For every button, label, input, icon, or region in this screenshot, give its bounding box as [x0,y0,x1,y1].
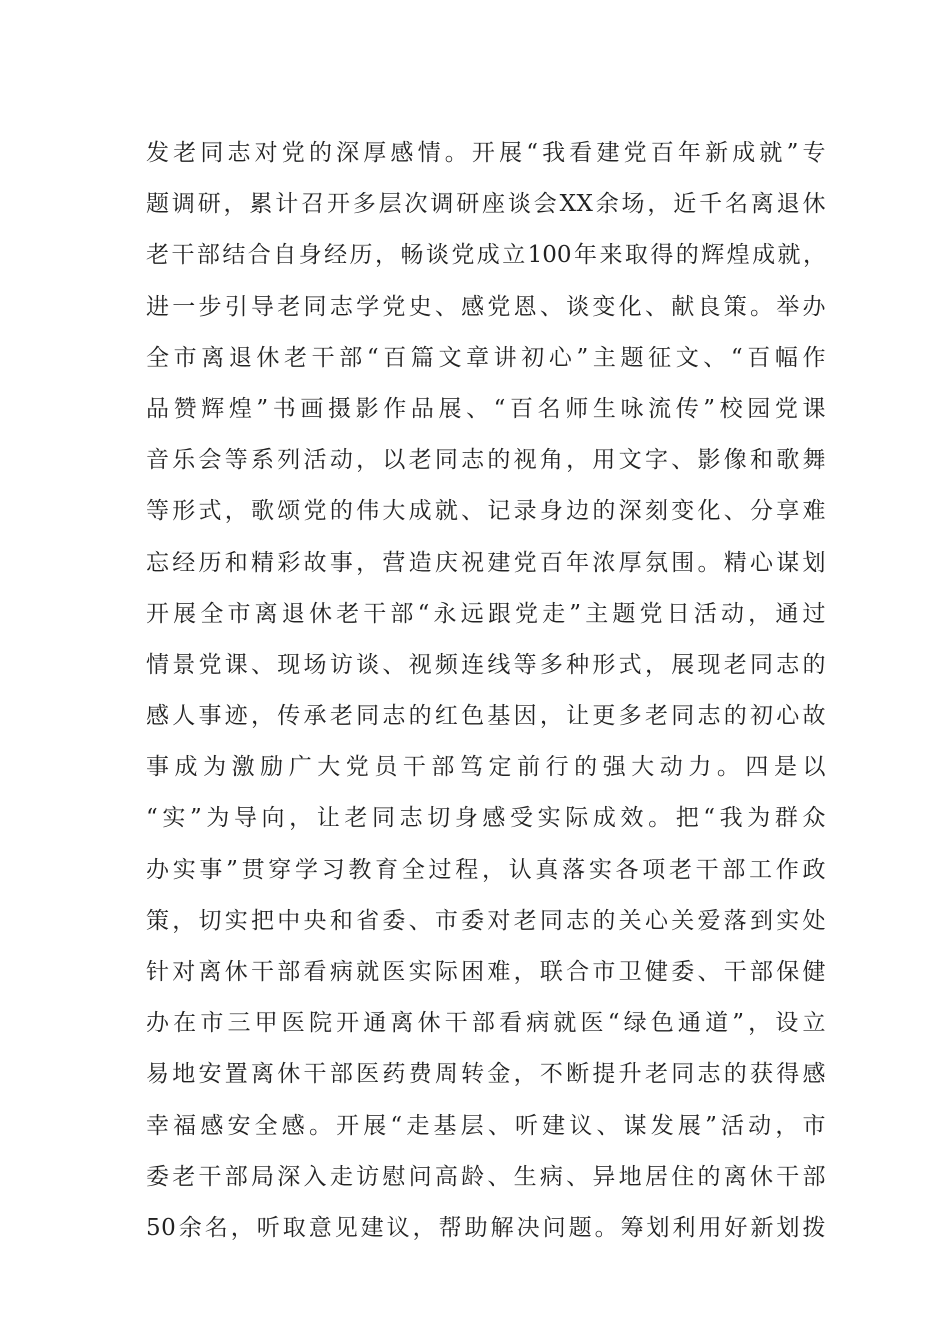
text-line: 等形式，歌颂党的伟大成就、记录身边的深刻变化、分享难 [146,498,826,525]
text-line: 发老同志对党的深厚感情。开展“我看建党百年新成就”专 [146,140,826,166]
text-line: 办实事”贯穿学习教育全过程，认真落实各项老干部工作政 [146,856,826,883]
text-line: 委老干部局深入走访慰问高龄、生病、异地居住的离休干部 [146,1163,826,1190]
text-line: 针对离休干部看病就医实际困难，联合市卫健委、干部保健 [146,959,826,985]
text-line: 感人事迹，传承老同志的红色基因，让更多老同志的初心故 [146,703,826,730]
text-line: 事成为激励广大党员干部笃定前行的强大动力。四是以 [146,754,826,781]
text-line: “实”为导向，让老同志切身感受实际成效。把“我为群众 [146,805,826,832]
text-line: 忘经历和精彩故事，营造庆祝建党百年浓厚氛围。精心谋划 [146,549,826,576]
text-line: 全市离退休老干部“百篇文章讲初心”主题征文、“百幅作 [146,344,826,371]
text-line: 幸福感安全感。开展“走基层、听建议、谋发展”活动，市 [146,1112,826,1139]
text-line: 50余名，听取意见建议，帮助解决问题。筹划利用好新划拨 [146,1214,826,1241]
text-line: 情景党课、现场访谈、视频连线等多种形式，展现老同志的 [146,651,826,678]
text-line: 品赞辉煌”书画摄影作品展、“百名师生咏流传”校园党课 [146,395,826,422]
text-line: 开展全市离退休老干部“永远跟党走”主题党日活动，通过 [146,600,826,627]
text-line: 音乐会等系列活动，以老同志的视角，用文字、影像和歌舞 [146,447,826,474]
body-text [146,132,826,1258]
text-line: 策，切实把中央和省委、市委对老同志的关心关爱落到实处 [146,907,826,934]
text-line: 题调研，累计召开多层次调研座谈会XX余场，近千名离退休 [146,191,826,218]
text-line: 进一步引导老同志学党史、感党恩、谈变化、献良策。举办 [146,293,826,320]
text-line: 易地安置离休干部医药费周转金，不断提升老同志的获得感 [146,1061,826,1088]
text-line: 老干部结合自身经历，畅谈党成立100年来取得的辉煌成就， [146,242,826,269]
text-line: 办在市三甲医院开通离休干部看病就医“绿色通道”，设立 [146,1010,826,1037]
